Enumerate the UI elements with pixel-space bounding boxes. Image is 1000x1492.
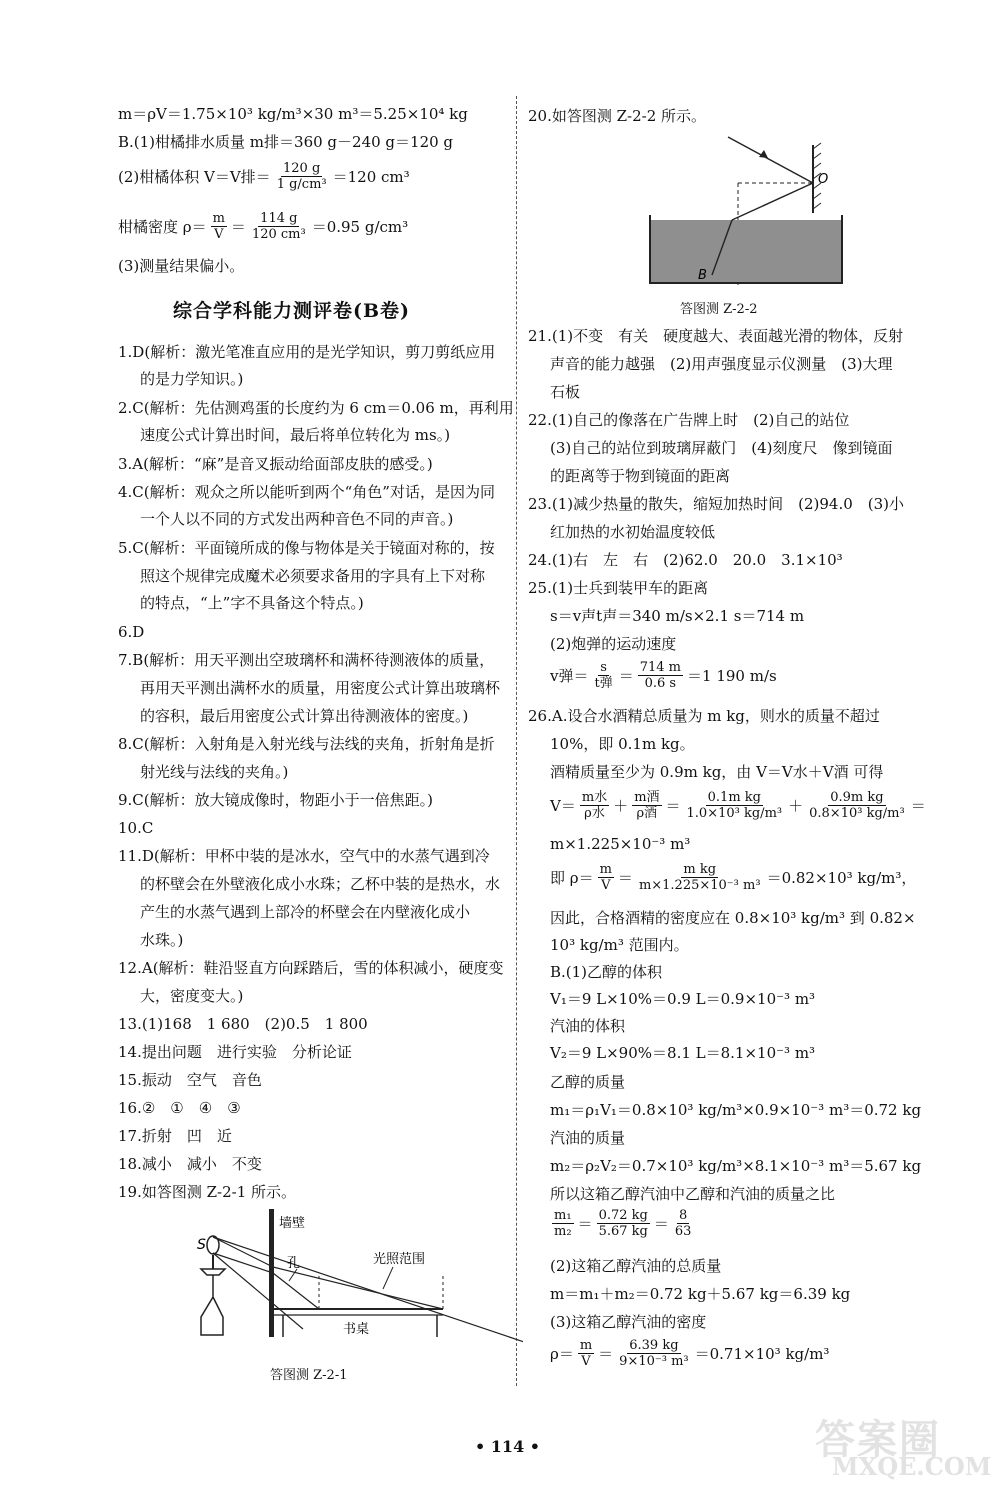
answer-line: 汽油的质量 (550, 1129, 626, 1147)
figure-caption: 答图测 Z-2-1 (270, 1368, 348, 1383)
answer-line: 的特点，“上”字不具备这个特点。) (140, 594, 364, 612)
desk-label: 书桌 (343, 1322, 370, 1337)
answer-line: 的是力学知识。) (140, 370, 244, 388)
answer-line: 17.折射 凹 近 (118, 1127, 232, 1145)
text-line: m＝ρV＝1.75×10³ kg/m³×30 m³＝5.25×10⁴ kg (118, 105, 468, 123)
answer-line: 石板 (550, 383, 581, 401)
fraction: $\frac{m}{V}$ (212, 211, 225, 242)
hole-label: 孔 (287, 1256, 301, 1271)
answer-line: 一个人以不同的方式发出两种音色不同的声音。) (140, 510, 454, 528)
answer-line: m＝m₁＋m₂＝0.72 kg＋5.67 kg＝6.39 kg (550, 1285, 851, 1303)
equation-speed: v弹＝ $\frac{s}{\text{t弹}}$ ＝ $\frac{714 m}{0.6 s}$ ＝1 190 m/s (550, 660, 777, 691)
answer-line: 13.(1)168 1 680 (2)0.5 1 800 (118, 1015, 368, 1033)
fraction: $\frac{120 g}{\text{1 g/cm³}}$ (276, 161, 327, 192)
answer-line: 产生的水蒸气遇到上部冷的杯壁会在内壁液化成小 (140, 903, 471, 921)
answer-line: 速度公式计算出时间，最后将单位转化为 ms。) (140, 426, 451, 444)
fraction: $\frac{714 m}{0.6 s}$ (639, 660, 682, 691)
answer-line: 10%，即 0.1m kg。 (550, 735, 695, 753)
answer-line: 大，密度变大。) (140, 987, 244, 1005)
answer-line: 19.如答图测 Z-2-1 所示。 (118, 1183, 297, 1201)
lamp-stand (201, 1275, 223, 1335)
answer-line: 2.C(解析：先估测鸡蛋的长度约为 6 cm＝0.06 m，再利用 (118, 399, 514, 417)
answer-line: 23.(1)减少热量的散失，缩短加热时间 (2)94.0 (3)小 (528, 495, 904, 513)
equation-volume-26: V＝ $\frac{\text{m水}}{\text{ρ水}}$ ＋ $\frac{\text{m酒}}{\text{ρ酒}}$ ＝ $\frac{\text{0.1m kg}}{\text{1.0×10³ kg/m³}}$ ＋ $\frac{\text{0.9m kg}}{\text{0.8×10³ kg/m³}}$ ＝ (550, 790, 926, 821)
fraction: $\frac{0.72 kg}{5.67 kg}$ (598, 1208, 648, 1239)
answer-line: V₁＝9 L×10%＝0.9 L＝0.9×10⁻³ m³ (550, 990, 816, 1008)
fraction: $\frac{\text{0.1m kg}}{\text{1.0×10³ kg/m³}}$ (686, 790, 783, 821)
answer-line: 16.② ① ④ ③ (118, 1099, 241, 1117)
answer-line: 24.(1)右 左 右 (2)62.0 20.0 3.1×10³ (528, 551, 843, 569)
answer-line: 照这个规律完成魔术必须要求备用的字具有上下对称 (140, 567, 486, 585)
answer-line: B.(1)乙醇的体积 (550, 963, 663, 981)
page-number: • 114 • (475, 1437, 540, 1456)
answer-line: 18.减小 减小 不变 (118, 1155, 262, 1173)
answer-line: 6.D (118, 623, 145, 641)
answer-line: 15.振动 空气 音色 (118, 1071, 262, 1089)
answer-line: (2)炮弹的运动速度 (550, 635, 677, 653)
answer-line: 25.(1)士兵到装甲车的距离 (528, 579, 709, 597)
water (650, 220, 842, 282)
answer-line: 的杯壁会在外壁液化成小水珠；乙杯中装的是热水，水 (140, 875, 501, 893)
answer-line: 红加热的水初始温度较低 (550, 523, 716, 541)
answer-line: 8.C(解析：入射角是入射光线与法线的夹角，折射角是折 (118, 735, 495, 753)
answer-line: s＝v声t声＝340 m/s×2.1 s＝714 m (550, 607, 805, 625)
answer-line: 5.C(解析：平面镜所成的像与物体是关于镜面对称的，按 (118, 539, 495, 557)
fraction: $\frac{\text{m酒}}{\text{ρ酒}}$ (634, 790, 660, 821)
figure-z-2-1 (193, 1205, 523, 1365)
watermark-logo: 答案圈 (815, 1416, 941, 1463)
answer-line: 酒精质量至少为 0.9m kg，由 V＝V水＋V酒 可得 (550, 763, 884, 781)
answer-line: 9.C(解析：放大镜成像时，物距小于一倍焦距。) (118, 791, 433, 809)
answer-line: V₂＝9 L×90%＝8.1 L＝8.1×10⁻³ m³ (550, 1044, 816, 1062)
answer-line: (2)这箱乙醇汽油的总质量 (550, 1257, 722, 1275)
answer-line: (3)自己的站位到玻璃屏蔽门 (4)刻度尺 像到镜面 (550, 439, 893, 457)
answer-line: 乙醇的质量 (550, 1073, 626, 1091)
answer-line: m₁＝ρ₁V₁＝0.8×10³ kg/m³×0.9×10⁻³ m³＝0.72 kg (550, 1101, 922, 1119)
answer-line: 4.C(解析：观众之所以能听到两个“角色”对话，是因为同 (118, 483, 495, 501)
light-ray (273, 1273, 319, 1309)
answer-line: (3)这箱乙醇汽油的密度 (550, 1313, 707, 1331)
leader-line (383, 1267, 393, 1289)
fraction: $\frac{114 g}{\text{120 cm³}}$ (251, 211, 306, 242)
answer-line: 1.D(解析：激光笔准直应用的是光学知识，剪刀剪纸应用 (118, 343, 496, 361)
fraction: $\frac{6.39 kg}{\text{9×10⁻³ m³}}$ (619, 1338, 689, 1369)
answer-line: 10.C (118, 819, 154, 837)
answer-line: m₂＝ρ₂V₂＝0.7×10³ kg/m³×8.1×10⁻³ m³＝5.67 kg (550, 1157, 922, 1175)
equation-density-26: 即 ρ＝ $\frac{m}{V}$ ＝ $\frac{\text{m kg}}{\text{m×1.225×10⁻³ m³}}$ ＝0.82×10³ kg/m³， (550, 862, 917, 893)
light-ray (273, 1267, 443, 1309)
figure-caption: 答图测 Z-2-2 (680, 302, 758, 317)
candle-holder (201, 1269, 225, 1275)
answer-line: 的容积，最后用密度公式计算出待测液体的密度。) (140, 707, 469, 725)
answer-line: 声音的能力越强 (2)用声强度显示仪测量 (3)大理 (550, 355, 893, 373)
answer-line: 22.(1)自己的像落在广告牌上时 (2)自己的站位 (528, 411, 850, 429)
column-divider (516, 96, 517, 1386)
answer-line: 12.A(解析：鞋沿竖直方向踩踏后，雪的体积减小，硬度变 (118, 959, 504, 977)
point-b-label: B (698, 268, 707, 283)
equation-ratio: $\frac{\text{m₁}}{\text{m₂}}$ ＝ $\frac{0.72 kg}{5.67 kg}$ ＝ $\frac{8}{63}$ (554, 1208, 692, 1239)
equation-density: 柑橘密度 ρ＝ $\frac{m}{V}$ ＝ $\frac{114 g}{\text{120 cm³}}$ ＝0.95 g/cm³ (118, 211, 409, 242)
equation-final-density: ρ＝ $\frac{m}{V}$ ＝ $\frac{6.39 kg}{\text{9×10⁻³ m³}}$ ＝0.71×10³ kg/m³ (550, 1338, 830, 1369)
answer-line: 21.(1)不变 有关 硬度越大、表面越光滑的物体，反射 (528, 327, 904, 345)
answer-line: 汽油的体积 (550, 1017, 626, 1035)
answer-line: 的距离等于物到镜面的距离 (550, 467, 731, 485)
answer-line: 所以这箱乙醇汽油中乙醇和汽油的质量之比 (550, 1185, 836, 1203)
figure-z-2-2 (638, 135, 858, 295)
answer-line: 14.提出问题 进行实验 分析论证 (118, 1043, 352, 1061)
fraction: $\frac{s}{\text{t弹}}$ (594, 660, 613, 691)
fraction: $\frac{\text{0.9m kg}}{\text{0.8×10³ kg/m³}}$ (809, 790, 905, 821)
source-label: S (197, 1237, 206, 1253)
answer-line: 射光线与法线的夹角。) (140, 763, 289, 781)
text-line: B.(1)柑橘排水质量 m排＝360 g－240 g＝120 g (118, 133, 454, 151)
fraction: $\frac{8}{63}$ (674, 1208, 692, 1239)
answer-line: 再用天平测出满杯水的质量，用密度公式计算出玻璃杯 (140, 679, 501, 697)
wall-label: 墙壁 (279, 1216, 306, 1231)
point-o-label: O (818, 172, 829, 187)
incident-ray (728, 137, 813, 183)
fraction: $\frac{m}{V}$ (579, 1338, 593, 1369)
equation-volume: (2)柑橘体积 V＝V排＝ $\frac{120 g}{\text{1 g/cm³}}$ ＝120 cm³ (118, 161, 410, 192)
range-label: 光照范围 (373, 1252, 426, 1267)
answer-line: 7.B(解析：用天平测出空玻璃杯和满杯待测液体的质量， (118, 651, 495, 669)
answer-line: 因此，合格酒精的密度应在 0.8×10³ kg/m³ 到 0.82× (550, 909, 916, 927)
answer-line: 26.A.设合水酒精总质量为 m kg，则水的质量不超过 (528, 707, 880, 725)
fraction: $\frac{\text{m kg}}{\text{m×1.225×10⁻³ m³}}$ (638, 862, 761, 893)
answer-line: 11.D(解析：甲杯中装的是冰水，空气中的水蒸气遇到冷 (118, 847, 490, 865)
answer-line: m×1.225×10⁻³ m³ (550, 835, 691, 853)
fraction: $\frac{\text{m水}}{\text{ρ水}}$ (581, 790, 608, 821)
section-title: 综合学科能力测评卷(B卷) (173, 300, 411, 322)
answer-line: 3.A(解析：“麻”是音叉振动给面部皮肤的感受。) (118, 455, 433, 473)
answer-line: 10³ kg/m³ 范围内。 (550, 936, 689, 954)
fraction: $\frac{m}{V}$ (599, 862, 612, 893)
watermark-url: MXQE.COM (832, 1452, 992, 1481)
reflected-ray (732, 183, 813, 220)
text-line: (3)测量结果偏小。 (118, 257, 245, 275)
text-line: 20.如答图测 Z-2-2 所示。 (528, 107, 707, 125)
fraction: $\frac{\text{m₁}}{\text{m₂}}$ (554, 1208, 572, 1239)
answer-line: 水珠。) (140, 931, 184, 949)
